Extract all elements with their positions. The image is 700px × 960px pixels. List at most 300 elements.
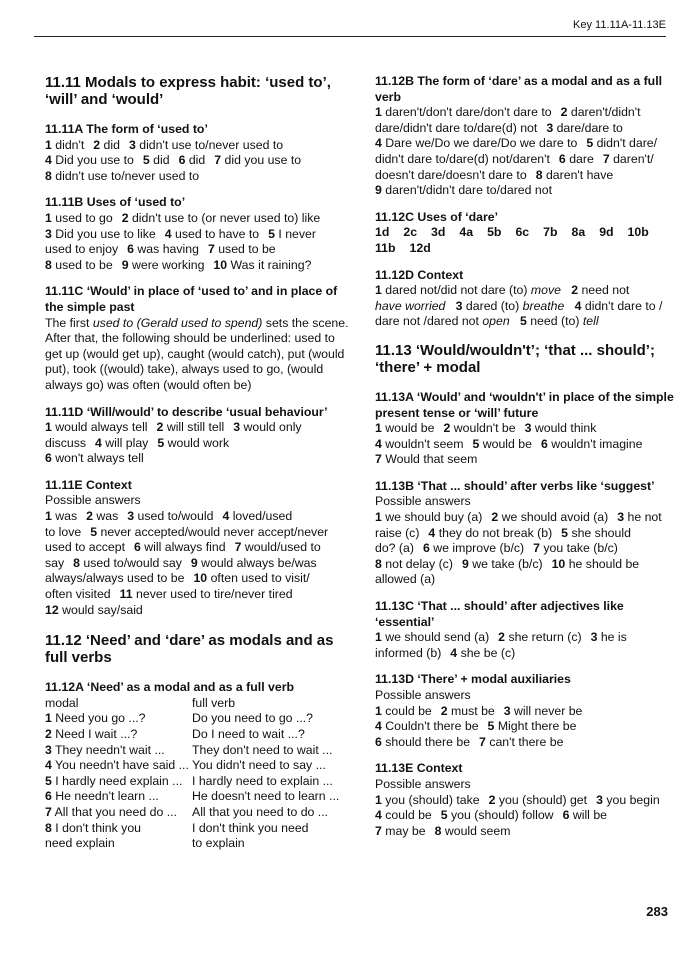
- answer-number: 10: [213, 257, 228, 272]
- answer-number: 6: [45, 789, 52, 804]
- answer-text: didn't use to/never used to: [55, 168, 200, 183]
- answer-item: [45, 540, 125, 554]
- answer-number: 6: [375, 734, 382, 749]
- full-verb-cell: All that you need to do ...: [192, 804, 329, 819]
- answer-item: [410, 241, 431, 255]
- answer-number: 5: [45, 773, 52, 788]
- full-verb-cell: Do I need to wait ...?: [192, 727, 305, 741]
- answer-item: [157, 420, 225, 434]
- answer-number: 8: [45, 168, 52, 183]
- answer-line: [45, 603, 350, 619]
- section-heading: 11.13D ‘There’ + modal auxiliaries: [375, 672, 571, 687]
- answer-item: [45, 603, 143, 617]
- answer-number: 4: [450, 645, 458, 660]
- section-heading: 11.13E Context: [375, 761, 463, 776]
- answer-text: would only: [243, 420, 302, 435]
- answer-item: [375, 572, 435, 586]
- section-11-11d: [45, 405, 350, 467]
- table-row: [45, 711, 339, 727]
- chapter-heading-11-11: 11.11 Modals to express habit: ‘used to’, ‘will’ and ‘would’: [45, 74, 331, 108]
- answer-number: 7: [234, 540, 242, 555]
- modal-cell: [45, 805, 192, 821]
- answer-number: 2: [86, 509, 93, 524]
- answer-lines: [45, 138, 350, 185]
- answer-line: [45, 169, 350, 185]
- answer-item: [208, 242, 276, 256]
- answer-text: you (should) take: [385, 792, 480, 807]
- answer-item: [428, 526, 552, 540]
- answer-text: won't always tell: [55, 451, 144, 466]
- answer-number: 12d: [409, 240, 431, 255]
- answer-item: [375, 136, 577, 150]
- answer-item: [479, 735, 563, 749]
- answer-item: [375, 793, 480, 807]
- answer-item: [375, 557, 453, 571]
- answer-text: used to enjoy: [45, 242, 119, 257]
- table-row: [45, 774, 339, 790]
- answer-item: [488, 719, 577, 733]
- answer-text: often visited: [45, 587, 111, 602]
- answer-number: 4: [375, 436, 382, 451]
- answer-italic: move: [530, 283, 561, 298]
- answer-item: [45, 169, 199, 183]
- answer-text: would always be/was: [201, 555, 317, 570]
- answer-number: 3: [503, 703, 511, 718]
- answer-text: didn't dare to /: [584, 298, 663, 313]
- modal-text: All that you need do ...: [54, 804, 177, 819]
- answer-number: 7: [533, 541, 540, 556]
- answer-lines: [45, 420, 350, 467]
- answer-number: 1: [375, 283, 382, 298]
- answer-text: will still tell: [166, 420, 225, 435]
- answer-number: 1: [45, 420, 52, 435]
- answer-item: [375, 241, 396, 255]
- answer-number: 2: [443, 421, 451, 436]
- answer-item: [268, 227, 316, 241]
- answer-item: [375, 808, 432, 822]
- text: The first: [45, 315, 93, 330]
- answer-line: [45, 451, 350, 467]
- answer-item: [515, 225, 529, 239]
- answer-item: [533, 541, 618, 555]
- answer-text: didn't dare to/dare(d) not/daren't: [375, 151, 550, 166]
- answer-text: could be: [385, 703, 432, 718]
- text: sets the scene. After that, the following should be underlined: used to get up (would get up), caught (would catch), put (would put), took ((would) take), always used to go, (would always go) was often (would often be): [45, 315, 349, 392]
- full-verb-cell: Do you need to go ...?: [192, 711, 314, 726]
- answer-item: [45, 258, 113, 272]
- answer-text: never used to tire/never tired: [136, 587, 293, 602]
- answer-text: say: [45, 555, 65, 570]
- answer-number: 7: [207, 242, 215, 257]
- answer-text: raise (c): [375, 525, 420, 540]
- answer-number: 8: [375, 556, 382, 571]
- answer-number: 1: [375, 630, 382, 645]
- answer-item: [235, 540, 321, 554]
- answer-line: [45, 153, 350, 169]
- answer-item: [563, 808, 607, 822]
- answer-item: [617, 510, 661, 524]
- answer-item: [122, 211, 321, 225]
- answer-text: you (should) get: [498, 792, 588, 807]
- answer-lines: [375, 704, 675, 751]
- answer-line: [45, 138, 350, 154]
- answer-text: always/always used to be: [45, 571, 185, 586]
- answer-text: daren't/didn't dare to/dared not: [385, 183, 552, 198]
- answer-number: 9: [121, 257, 129, 272]
- answer-line: [375, 824, 675, 840]
- header-rule: [34, 36, 666, 37]
- answer-item: [45, 420, 148, 434]
- answer-number: 3: [617, 510, 625, 525]
- answer-item: [191, 556, 317, 570]
- answer-item: [375, 152, 550, 166]
- answer-item: [45, 556, 64, 570]
- table-row: [45, 805, 339, 821]
- answer-lines: [45, 211, 350, 273]
- answer-item: [73, 556, 182, 570]
- table-row: [45, 758, 339, 774]
- answer-number: 5b: [487, 225, 502, 240]
- answer-line: [375, 183, 675, 199]
- answer-text: would work: [167, 435, 230, 450]
- section-11-13b: [375, 479, 675, 588]
- answer-item: [375, 183, 552, 197]
- answer-item: [441, 808, 554, 822]
- answer-line: [375, 793, 675, 809]
- right-column: [375, 74, 675, 850]
- answer-item: [498, 630, 581, 644]
- section-heading: 11.11C ‘Would’ in place of ‘used to’ and in place of the simple past: [45, 284, 338, 314]
- answer-line: [375, 283, 675, 299]
- answer-item: [375, 630, 489, 644]
- answer-text: would be: [385, 421, 435, 436]
- modal-text: need explain: [45, 836, 115, 851]
- answer-number: 2: [571, 283, 579, 298]
- section-11-11a: [45, 122, 350, 184]
- answer-text: were working: [131, 257, 205, 272]
- answer-italic: tell: [582, 314, 599, 329]
- answer-number: 2: [488, 792, 496, 807]
- answer-item: [543, 225, 557, 239]
- column-header: full verb: [192, 695, 236, 710]
- section-heading: 11.13B ‘That ... should’ after verbs like ‘suggest’: [375, 478, 655, 493]
- modal-cell: [45, 743, 192, 759]
- answer-item: [45, 138, 84, 152]
- answer-number: 4: [375, 136, 382, 151]
- answer-number: 8: [73, 555, 80, 570]
- running-header: Key 11.11A-11.13E: [573, 19, 666, 31]
- full-verb-cell: He doesn't need to learn ...: [192, 789, 340, 804]
- answer-text: will play: [105, 435, 149, 450]
- answer-line: [45, 556, 350, 572]
- answer-number: 2: [45, 727, 52, 741]
- answer-number: 9: [461, 556, 469, 571]
- answer-item: [214, 153, 301, 167]
- answer-number: 3: [45, 226, 52, 241]
- answer-item: [603, 152, 654, 166]
- answer-item: [165, 227, 259, 241]
- answer-text: do? (a): [375, 541, 414, 556]
- section-11-13c: [375, 599, 675, 661]
- answer-number: 5: [586, 136, 594, 151]
- answer-number: 7b: [543, 225, 558, 240]
- section-11-13a: [375, 390, 675, 468]
- answer-line: [45, 571, 350, 587]
- answer-line: [45, 258, 350, 274]
- answer-number: 5: [472, 436, 480, 451]
- answer-item: [628, 225, 649, 239]
- answer-number: 7: [375, 823, 382, 838]
- answer-number: 7: [45, 804, 52, 819]
- answer-text: daren't have: [545, 167, 614, 182]
- answer-text: used to accept: [45, 540, 125, 555]
- answer-item: [86, 509, 118, 523]
- answer-item: [45, 587, 111, 601]
- section-11-12b: [375, 74, 675, 199]
- answer-text: may be: [385, 823, 426, 838]
- answer-text: did: [188, 153, 206, 168]
- section-heading: 11.11D ‘Will/would’ to describe ‘usual behaviour’: [45, 404, 328, 419]
- answer-number: 11b: [375, 240, 396, 255]
- section-11-12d: [375, 268, 675, 330]
- answer-number: 8: [434, 823, 442, 838]
- section-11-13e: [375, 761, 675, 839]
- answer-number: 6: [422, 541, 430, 556]
- answer-text: she be (c): [460, 645, 516, 660]
- answer-text: he is: [600, 630, 627, 645]
- answer-text: didn't: [55, 137, 85, 152]
- italic-text: used to (Gerald used to spend): [92, 315, 263, 330]
- answer-line: [375, 557, 675, 573]
- answer-item: [90, 525, 328, 539]
- answer-text: Did you use to like: [55, 226, 156, 241]
- answer-text: you begin: [606, 792, 660, 807]
- answer-text: Couldn't there be: [385, 719, 479, 734]
- answer-lines: [375, 793, 675, 840]
- answer-item: [213, 258, 311, 272]
- answer-number: 7: [479, 734, 486, 749]
- answer-text: discuss: [45, 435, 87, 450]
- answer-item: [559, 152, 594, 166]
- answer-text: he not: [627, 510, 662, 525]
- answer-text: dare: [569, 151, 594, 166]
- answer-text: loved/used: [232, 509, 293, 524]
- answer-text: wouldn't imagine: [551, 436, 643, 451]
- answer-text: would/used to: [244, 540, 321, 555]
- answer-item: [536, 168, 614, 182]
- answer-text: dare/dare to: [556, 120, 623, 135]
- answer-item: [375, 452, 477, 466]
- answer-text: used to go: [55, 210, 113, 225]
- answer-item: [462, 557, 543, 571]
- answer-line: [375, 121, 675, 137]
- chapter-heading-11-13: 11.13 ‘Would/wouldn't’; ‘that ... should’; ‘there’ + modal: [375, 341, 655, 376]
- section-heading: 11.11E Context: [45, 477, 132, 492]
- answer-line: [375, 808, 675, 824]
- answer-line: [375, 136, 675, 152]
- modal-text: I don't think you: [55, 820, 142, 835]
- answer-number: 12: [45, 602, 59, 617]
- answer-number: 5: [487, 719, 495, 734]
- answer-text: they do not break (b): [438, 525, 553, 540]
- answer-number: 6: [127, 242, 134, 257]
- answer-text: I never: [278, 226, 316, 241]
- modal-cell: [45, 711, 192, 727]
- answer-item: [129, 138, 283, 152]
- answer-text: Would that seem: [385, 452, 478, 467]
- answer-number: 9d: [599, 225, 614, 240]
- section-11-11c: [45, 284, 350, 393]
- answer-lines: [375, 510, 675, 588]
- answer-item: [441, 704, 495, 718]
- section-11-11e: [45, 478, 350, 618]
- answer-line: [375, 105, 675, 121]
- answer-item: [375, 704, 432, 718]
- answer-item: [586, 136, 657, 150]
- answer-item: [450, 646, 515, 660]
- table-row: [45, 727, 339, 743]
- answer-number: 1: [45, 509, 52, 524]
- answer-number: 1: [375, 105, 382, 120]
- answer-line: [375, 241, 675, 257]
- answer-line: [375, 704, 675, 720]
- answer-item: [375, 541, 414, 555]
- table-row: [45, 789, 339, 805]
- answer-line: [375, 152, 675, 168]
- subheading: Possible answers: [375, 776, 471, 791]
- subheading: Possible answers: [45, 493, 141, 508]
- answer-number: 3: [546, 120, 554, 135]
- answer-number: 1d: [375, 225, 390, 240]
- answer-number: 3: [596, 792, 603, 807]
- answer-number: 1: [45, 711, 52, 726]
- answer-number: 1: [375, 421, 382, 436]
- answer-text: was: [96, 509, 119, 524]
- answer-text: we take (b/c): [472, 556, 543, 571]
- answer-item: [596, 793, 660, 807]
- section-11-12a: [45, 680, 350, 852]
- answer-text: didn't use to (or never used to) like: [131, 210, 321, 225]
- answer-lines: [375, 105, 675, 199]
- answer-number: 10b: [627, 225, 649, 240]
- answer-item: [45, 525, 81, 539]
- full-verb-cell: to explain: [192, 836, 245, 851]
- answer-line: [45, 540, 350, 556]
- answer-item: [541, 437, 642, 451]
- answer-number: 4: [375, 808, 382, 823]
- answer-text: need not: [581, 283, 630, 298]
- answer-number: 2c: [403, 225, 418, 240]
- answer-text: not delay (c): [385, 556, 453, 571]
- answer-text: did you use to: [224, 153, 302, 168]
- answer-line: [375, 168, 675, 184]
- table-row: [45, 821, 339, 837]
- answer-text: Did you use to: [55, 153, 134, 168]
- answer-italic: have worried: [375, 298, 446, 313]
- answer-line: [375, 541, 675, 557]
- answer-text: would be: [482, 436, 532, 451]
- answer-number: 5: [519, 314, 527, 329]
- answer-italic: breathe: [522, 298, 565, 313]
- answer-item: [45, 571, 184, 585]
- answer-line: [45, 436, 350, 452]
- answer-text: daren't/didn't: [570, 105, 641, 120]
- modal-text: You needn't have said ...: [55, 758, 189, 773]
- answer-number: 4: [45, 758, 52, 773]
- answer-number: 8a: [571, 225, 586, 240]
- answer-number: 8: [45, 820, 52, 835]
- answer-text: often used to visit/: [210, 571, 310, 586]
- answer-number: 5: [90, 524, 98, 539]
- section-heading: 11.13A ‘Would’ and ‘wouldn't’ in place of the simple present tense or ‘will’ future: [375, 389, 674, 420]
- answer-line: [375, 630, 675, 646]
- answer-item: [122, 258, 205, 272]
- answer-number: 6: [178, 153, 186, 168]
- answer-number: 5: [268, 226, 275, 241]
- subheading: Possible answers: [375, 688, 471, 702]
- answer-number: 5: [142, 153, 150, 168]
- answer-text: need (to): [530, 314, 583, 329]
- answer-item: [127, 509, 213, 523]
- paragraph: [45, 316, 350, 394]
- answer-item: [143, 153, 170, 167]
- answer-text: dared not/did not dare (to): [385, 283, 531, 298]
- answer-text: would think: [534, 421, 597, 436]
- answer-number: 3: [45, 742, 52, 757]
- answer-item: [375, 735, 470, 749]
- answer-text: she should: [571, 525, 631, 540]
- answer-item: [45, 436, 86, 450]
- answer-item: [127, 242, 199, 256]
- answer-text: would say/said: [62, 602, 143, 617]
- need-table: [45, 696, 339, 852]
- answer-item: [491, 510, 608, 524]
- answer-number: 1: [375, 792, 382, 807]
- answer-text: doesn't dare/doesn't dare to: [375, 167, 527, 182]
- chapter-heading-11-12: 11.12 ‘Need’ and ‘dare’ as modals and as full verbs: [45, 632, 334, 667]
- answer-number: 4: [574, 298, 582, 313]
- answer-number: 2: [156, 420, 164, 435]
- modal-cell: [45, 727, 192, 743]
- answer-item: [552, 557, 640, 571]
- answer-text: you (should) follow: [451, 808, 554, 823]
- answer-item: [375, 510, 482, 524]
- answer-text: he should be: [568, 556, 640, 571]
- answer-number: 2: [93, 137, 101, 152]
- answer-text: was: [55, 509, 78, 524]
- answer-number: 6: [133, 540, 141, 555]
- modal-cell: [45, 758, 192, 774]
- answer-number: 2: [121, 210, 129, 225]
- answer-number: 1: [375, 510, 382, 525]
- answer-text: dared (to): [465, 298, 523, 313]
- answer-number: 7: [375, 452, 382, 467]
- answer-line: [45, 525, 350, 541]
- section-heading: 11.12B The form of ‘dare’ as a modal and as a full verb: [375, 74, 663, 104]
- answer-item: [93, 138, 120, 152]
- modal-text: They needn't wait ...: [55, 742, 165, 757]
- answer-text: used to/would say: [83, 555, 182, 570]
- answer-item: [375, 121, 537, 135]
- answer-text: should there be: [385, 734, 471, 749]
- answer-number: 7: [214, 153, 222, 168]
- answer-text: will never be: [514, 703, 583, 718]
- answer-item: [375, 225, 389, 239]
- answer-line: [45, 227, 350, 243]
- answer-number: 4: [428, 525, 436, 540]
- answer-text: Was it raining?: [230, 257, 312, 272]
- modal-cell: [45, 789, 192, 805]
